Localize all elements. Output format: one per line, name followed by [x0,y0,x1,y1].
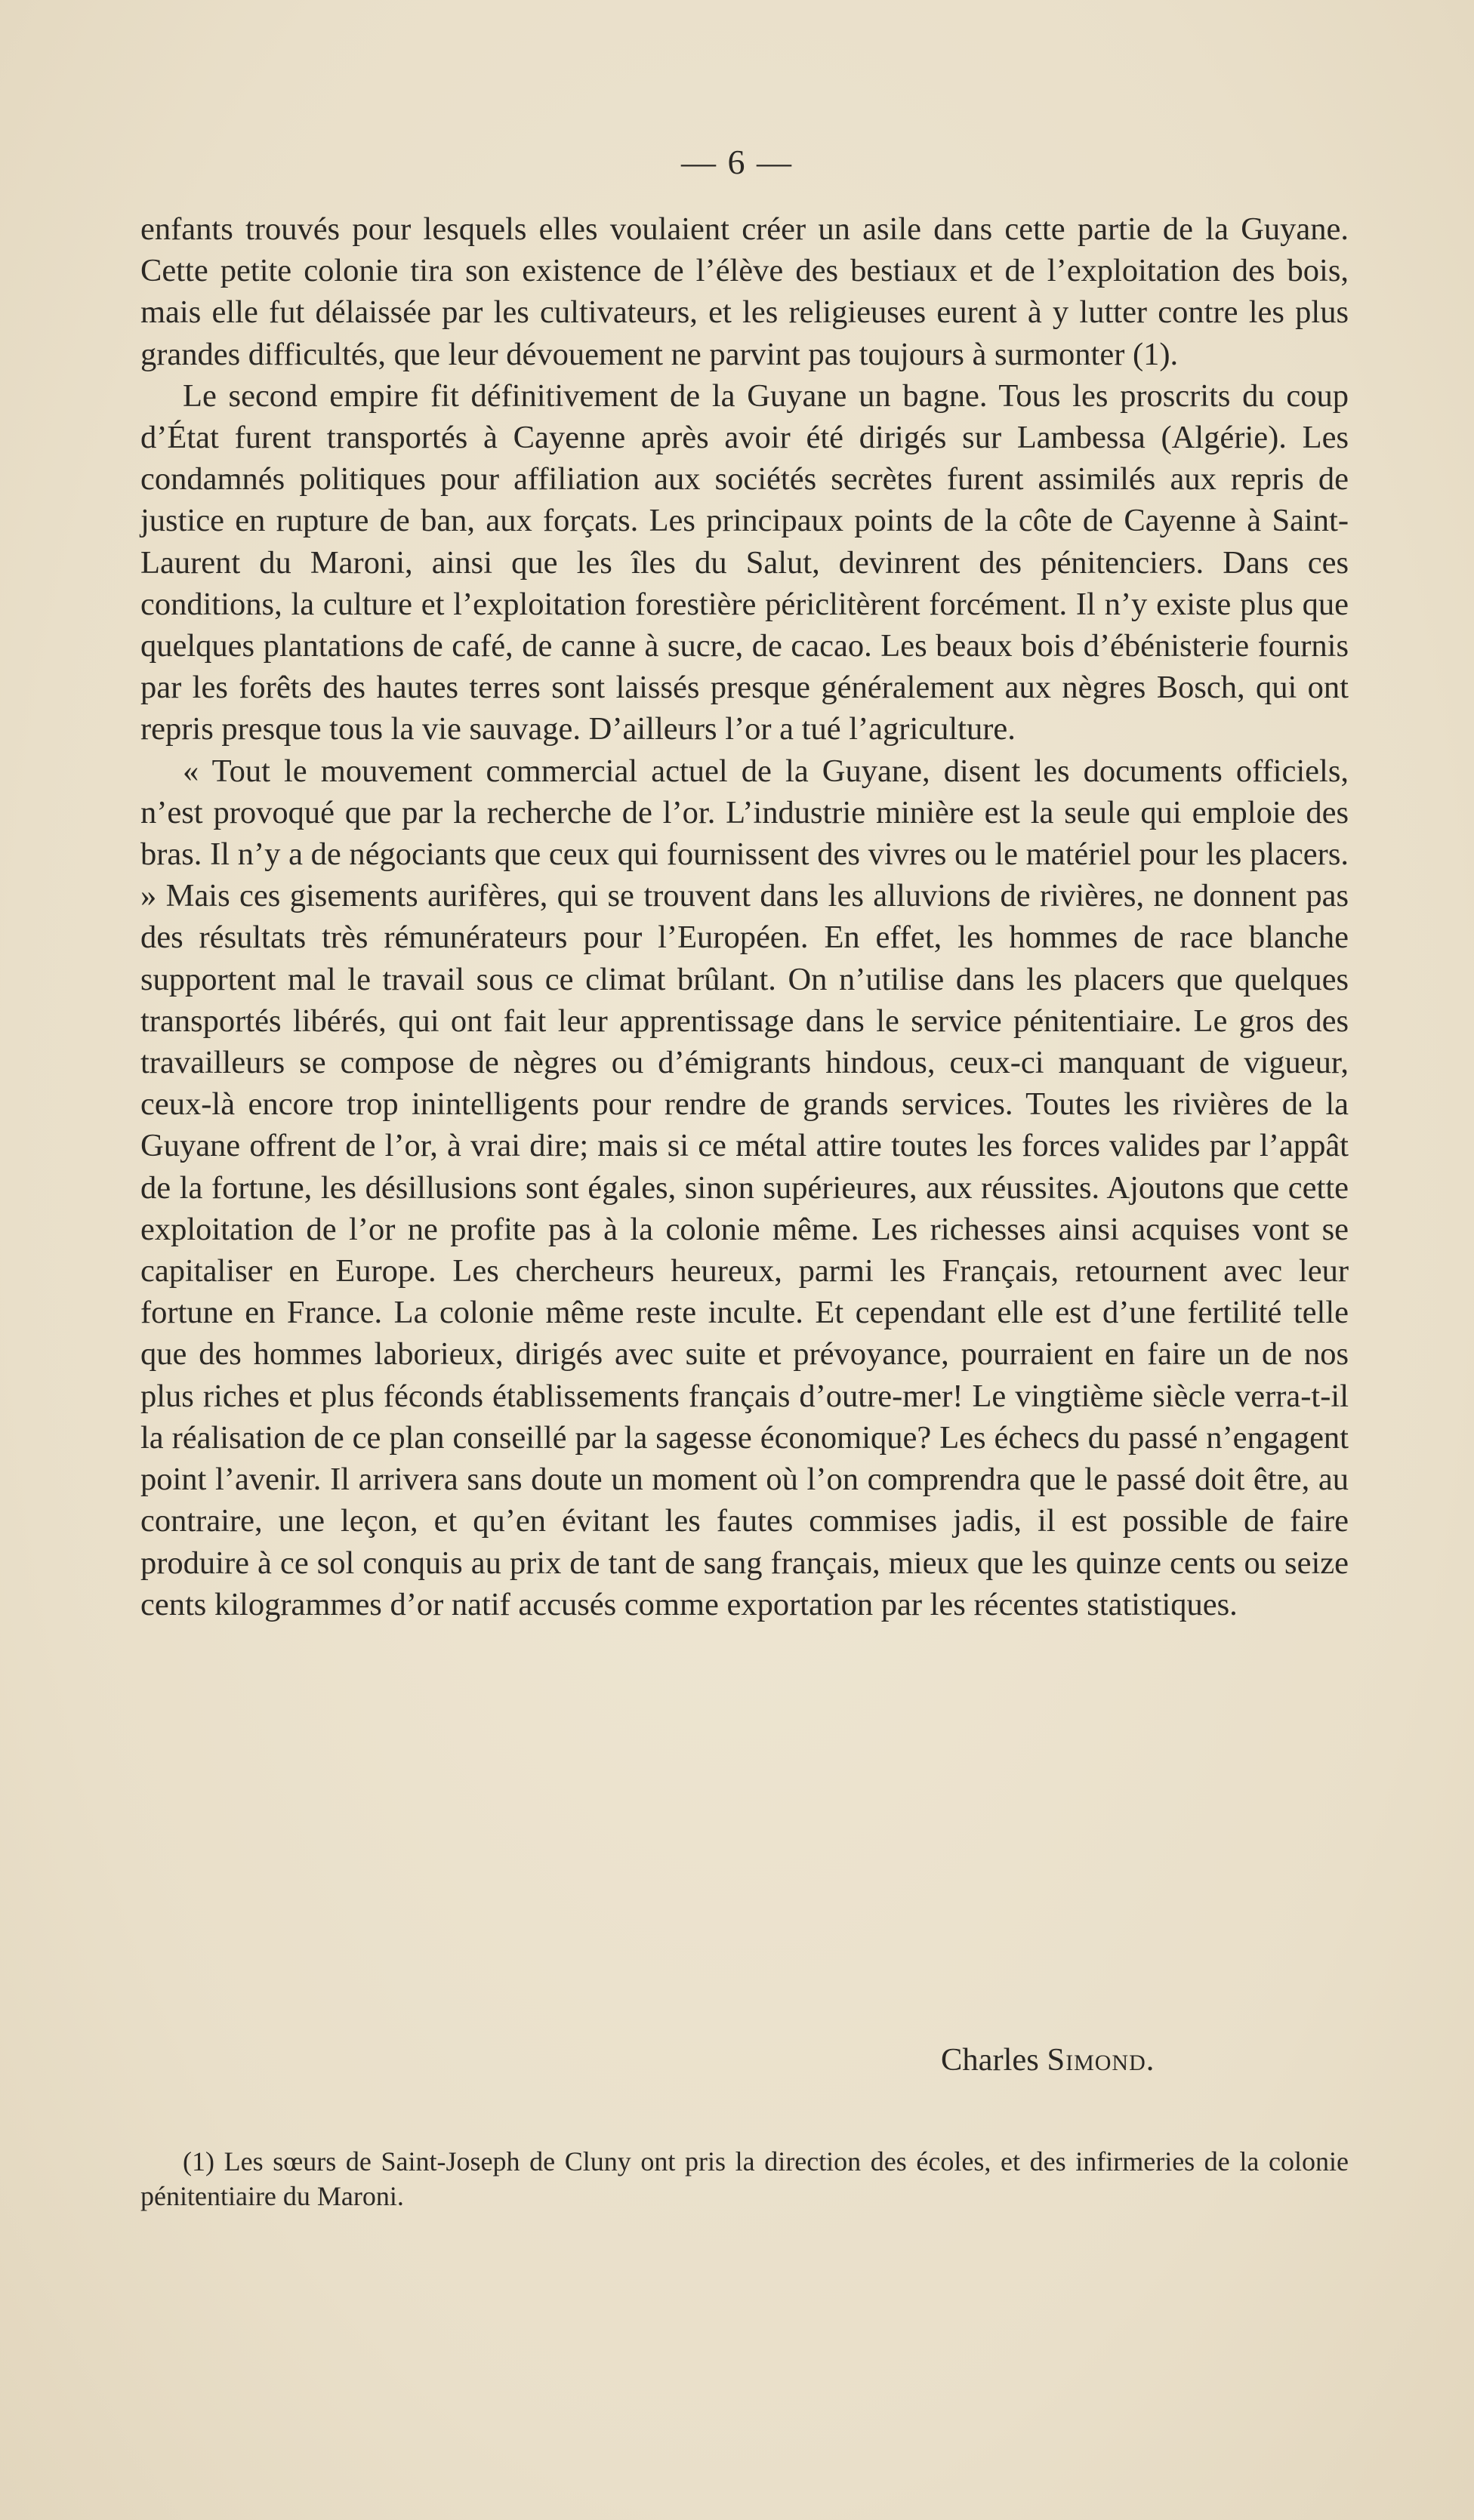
footnote: (1) Les sœurs de Saint-Joseph de Cluny ont pris la direction des écoles, et des infirmeries de la colonie pénitentiaire du Maroni. [140,2146,1349,2211]
paragraph-1: enfants trouvés pour lesquels elles voulaient créer un asile dans cette partie de la Guyane. Cette petite colonie tira son existence de l’élève des bestiaux et de l’exploitation des bois, mais elle fut délaissée par les cultivateurs, et les religieuses eurent à y lutter contre les plus grandes difficultés, que leur dévouement ne parvint pas toujours à surmonter (1). [140,211,1349,372]
body-text [140,208,1349,1625]
paragraph-2: Le second empire fit définitivement de la Guyane un bagne. Tous les proscrits du coup d’État furent transportés à Cayenne après avoir été dirigés sur Lambessa (Algérie). Les condamnés politiques pour affiliation aux sociétés secrètes furent assimilés aux repris de justice en rupture de ban, aux forçats. Les principaux points de la côte de Cayenne à Saint-Laurent du Maroni, ainsi que les îles du Salut, devinrent des pénitenciers. Dans ces conditions, la culture et l’exploitation forestière périclitèrent forcément. Il n’y existe plus que quelques plantations de café, de canne à sucre, de cacao. Les beaux bois d’ébénisterie fournis par les forêts des hautes terres sont laissés presque généralement aux nègres Bosch, qui ont repris presque tous la vie sauvage. D’ailleurs l’or a tué l’agriculture. [140,377,1349,747]
paragraph-3: « Tout le mouvement commercial actuel de la Guyane, disent les documents officiels, n’est provoqué que par la recherche de l’or. L’industrie minière est la seule qui emploie des bras. Il n’y a de négociants que ceux qui fournissent des vivres ou le matériel pour les placers. » Mais ces gisements aurifères, qui se trouvent dans les alluvions de rivières, ne donnent pas des résultats très rémunérateurs pour l’Européen. En effet, les hommes de race blanche supportent mal le travail sous ce climat brûlant. On n’utilise dans les placers que quelques transportés libérés, qui ont fait leur apprentissage dans le service pénitentiaire. Le gros des travailleurs se compose de nègres ou d’émigrants hindous, ceux-ci manquant de vigueur, ceux-là encore trop inintelligents pour rendre de grands services. Toutes les rivières de la Guyane offrent de l’or, à vrai dire; mais si ce métal attire toutes les forces valides par l’appât de la fortune, les désillusions sont égales, sinon supérieures, aux réussites. Ajoutons que cette exploitation de l’or ne profite pas à la colonie même. Les richesses ainsi acquises vont se capitaliser en Europe. Les chercheurs heureux, parmi les Français, retournent avec leur fortune en France. La colonie même reste inculte. Et cependant elle est d’une fertilité telle que des hommes laborieux, dirigés avec suite et prévoyance, pourraient en faire un de nos plus riches et plus féconds établissements français d’outre-mer! Le vingtième siècle verra-t-il la réalisation de ce plan conseillé par la sagesse économique? Les échecs du passé n’engagent point l’avenir. Il arrivera sans doute un moment où l’on comprendra que le passé doit être, au contraire, une leçon, et qu’en évitant les fautes commises jadis, il est possible de faire produire à ce sol conquis au prix de tant de sang français, mieux que les quinze cents ou seize cents kilogrammes d’or natif accusés comme exportation par les récentes statistiques. [140,753,1349,1622]
signature-first-name: Charles [941,2042,1039,2078]
author-signature [941,2041,1155,2078]
page-number: — 6 — [681,143,793,181]
signature-last-name: Simond. [1047,2042,1155,2078]
